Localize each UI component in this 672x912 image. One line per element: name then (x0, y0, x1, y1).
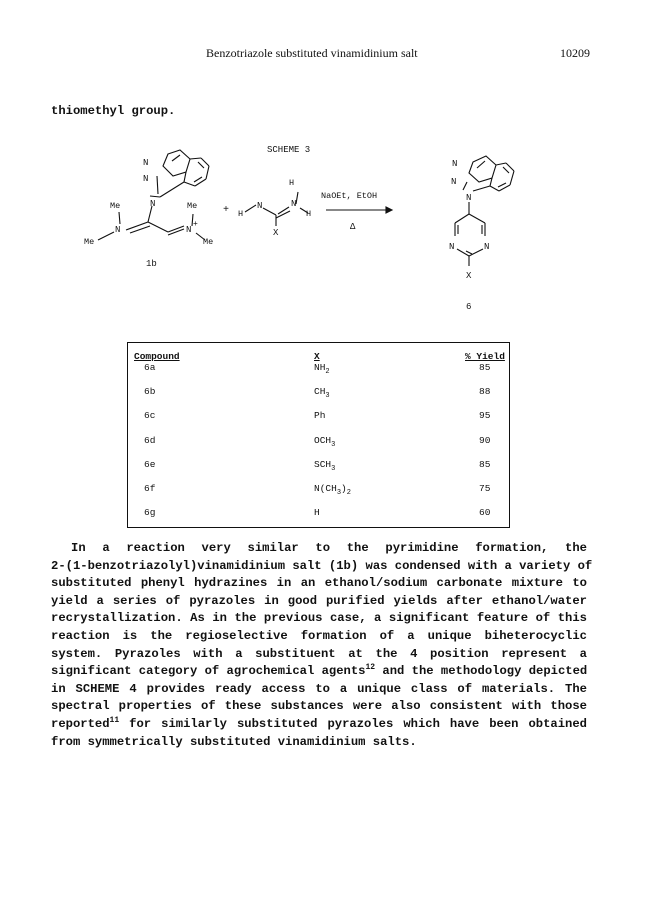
reaction-conditions: NaOEt, EtOH (321, 191, 378, 201)
text-line: yield a series of pyrazoles in good purified yields after ethanol/water (51, 593, 587, 608)
atom-h: H (306, 209, 312, 219)
atom-x: X (273, 228, 279, 238)
compound-1b-label: 1b (146, 259, 157, 269)
atom-h: H (238, 209, 244, 219)
header-compound: Compound (134, 351, 180, 362)
text-line: system. Pyrazoles with a substituent at the 4 position represent a (51, 646, 587, 661)
atom-n: N (143, 174, 149, 184)
table-cell-x: $SCH_3$ (314, 458, 336, 473)
reference-11: 11 (109, 715, 120, 725)
table-cell-yield: 88 (479, 386, 491, 398)
atom-n: N (449, 242, 455, 252)
compound-6-label: 6 (466, 302, 472, 312)
text-line: in SCHEME 4 provides ready access to a unique class of materials. The (51, 681, 587, 696)
atom-n: N (291, 199, 297, 209)
atom-n: N (452, 159, 458, 169)
text-line: reported$^{11}$ for similarly substituted pyrazoles which have been obtained (51, 715, 587, 731)
plus-sign: + (223, 205, 230, 216)
text-line: significant category of agrochemical agents$^{12}$ and the methodology depicted (51, 663, 588, 679)
table-cell-x: $N(CH_3)_2$ (314, 483, 351, 497)
table-cell-x: $NH_2$ (314, 362, 330, 376)
page-number: 10209 (560, 46, 590, 60)
atom-n: N (143, 158, 149, 168)
intro-line: thiomethyl group. (51, 104, 176, 118)
compound-ref: 1b (336, 558, 351, 573)
table-cell-yield: 85 (479, 362, 491, 373)
atom-n: N (115, 225, 121, 235)
heat-symbol: Δ (350, 222, 356, 232)
pyrimidine-ring-6 (455, 202, 485, 266)
table-cell-compound: 6c (144, 410, 156, 422)
header-yield: % Yield (465, 351, 505, 362)
table-cell-yield: 95 (479, 410, 491, 422)
benzotriazole-ring-1b (150, 150, 209, 197)
atom-n: N (451, 177, 457, 187)
text-line: 2-(1-benzotriazolyl)vinamidinium salt (1b) was condensed with a variety of (51, 558, 593, 573)
table-cell-compound: 6f (144, 483, 156, 494)
body-paragraph (51, 540, 593, 751)
text-line: substituted phenyl hydrazines in an ethanol/sodium carbonate mixture to (51, 576, 587, 591)
reference-12: 12 (365, 663, 376, 673)
text-line: from symmetrically substituted vinamidinium salts. (51, 734, 417, 749)
atom-x: X (466, 271, 472, 281)
atom-me: Me (203, 237, 214, 247)
atom-me: Me (84, 237, 95, 247)
table-cell-x: $CH_3$ (314, 386, 330, 401)
atom-n: N (257, 201, 263, 211)
table-cell-yield: 85 (479, 458, 491, 470)
text-line: In a reaction very similar to the pyrimidine formation, the (71, 541, 587, 555)
table-cell-x: Ph (314, 410, 326, 422)
table-cell-compound: 6b (144, 386, 156, 398)
atom-me: Me (187, 201, 198, 211)
table-cell-compound: 6g (144, 507, 156, 519)
table-cell-yield: 75 (479, 483, 491, 494)
scheme-3 (0, 0, 672, 320)
table-cell-x: $OCH_3$ (314, 434, 336, 449)
text-line: spectral properties of these substances were also consistent with those (51, 699, 587, 714)
amidine-reagent (245, 192, 308, 226)
text-line: reaction is the regioselective formation of a unique biheterocyclic (51, 628, 587, 643)
yield-table (127, 342, 510, 528)
atom-n: N (150, 199, 156, 209)
table-cell-compound: 6a (144, 362, 156, 373)
atom-n: N (484, 242, 490, 252)
table-cell-yield: 90 (479, 434, 491, 446)
atom-me: Me (110, 201, 121, 211)
atom-h: H (289, 178, 295, 188)
benzotriazole-ring-6 (463, 156, 514, 191)
atom-plus-charge: + (193, 220, 198, 229)
table-cell-compound: 6e (144, 458, 156, 470)
table-cell-yield: 60 (479, 507, 491, 519)
text-line: recrystallization. As in the previous case, a significant feature of this (51, 611, 587, 626)
table-cell-x: H (314, 507, 320, 519)
atom-n: N (466, 193, 472, 203)
atom-n: N (186, 225, 192, 235)
header-x: X (314, 351, 320, 362)
running-title: Benzotriazole substituted vinamidinium salt (206, 46, 418, 60)
scheme-title: SCHEME 3 (267, 145, 311, 155)
table-cell-compound: 6d (144, 434, 156, 446)
